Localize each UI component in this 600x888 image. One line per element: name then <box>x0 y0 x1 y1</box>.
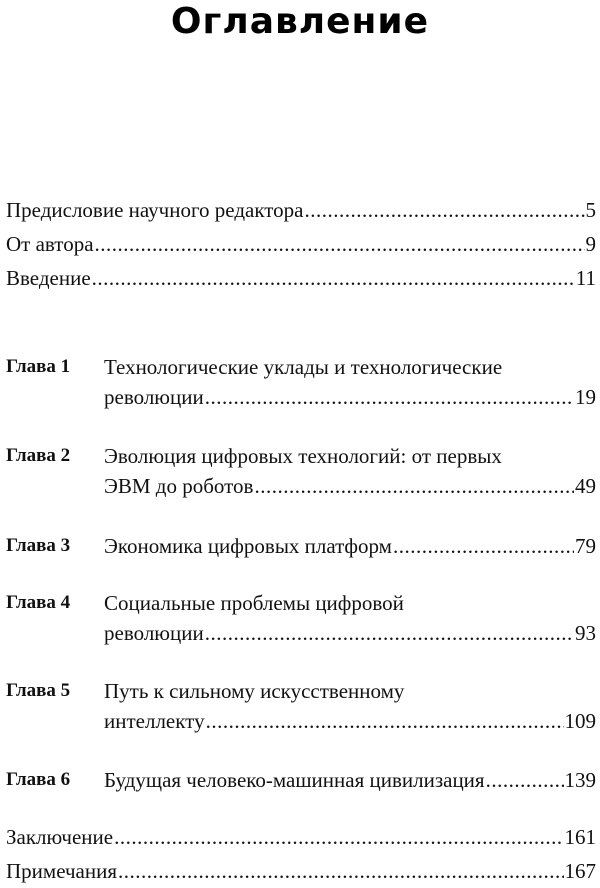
leader-dots <box>118 856 563 886</box>
leader-dots <box>95 229 585 259</box>
leader-dots <box>486 765 564 795</box>
chapter-number: Глава 5 <box>6 680 71 701</box>
toc-page-number: 93 <box>575 621 596 645</box>
toc-page-number: 5 <box>585 198 596 222</box>
toc-entry-conclusion[interactable] <box>6 822 596 852</box>
toc-page-number: 9 <box>585 232 596 256</box>
leader-dots <box>254 471 574 501</box>
toc-page-number: 167 <box>564 859 596 883</box>
toc-entry-label: От автора <box>6 232 94 256</box>
leader-dots <box>206 706 564 736</box>
leader-dots <box>205 618 574 648</box>
toc-entry-label: Заключение <box>6 825 114 849</box>
chapter-title-line: революции <box>104 621 204 645</box>
chapter-title-line: Социальные проблемы цифровой <box>104 591 404 615</box>
leader-dots <box>92 263 575 293</box>
leader-dots <box>205 382 574 412</box>
chapter-title-line: Технологические уклады и технологические <box>104 355 503 379</box>
chapter-title-line: Будущая человеко-машинная цивилизация <box>104 768 485 792</box>
chapter-title-line: ЭВМ до роботов <box>104 474 254 498</box>
toc-page-number: 109 <box>564 709 596 733</box>
chapter-title-line: революции <box>104 385 204 409</box>
toc-entry-author[interactable] <box>6 229 596 259</box>
chapter-title-line: Путь к сильному искусственному <box>104 679 405 703</box>
chapter-number: Глава 3 <box>6 535 71 556</box>
leader-dots <box>393 531 574 561</box>
toc-page-number: 161 <box>564 825 596 849</box>
chapter-title-line: Экономика цифровых платформ <box>104 534 392 558</box>
toc-page-number: 139 <box>564 768 596 792</box>
toc-page-number: 19 <box>575 385 596 409</box>
chapter-number: Глава 6 <box>6 769 71 790</box>
toc-entry-label: Введение <box>6 266 91 290</box>
leader-dots <box>114 822 563 852</box>
toc-page-number: 49 <box>575 474 596 498</box>
leader-dots <box>305 195 585 225</box>
toc-page-number: 79 <box>575 534 596 558</box>
toc-page-number: 11 <box>575 266 596 290</box>
toc-entry-notes[interactable] <box>6 856 596 886</box>
chapter-number: Глава 1 <box>6 356 71 377</box>
toc-entry-introduction[interactable] <box>6 263 596 293</box>
toc-entry-label: Примечания <box>6 859 118 883</box>
chapter-number: Глава 4 <box>6 592 71 613</box>
toc-entry-foreword[interactable] <box>6 195 596 225</box>
toc-entry-label: Предисловие научного редактора <box>6 198 304 222</box>
chapter-number: Глава 2 <box>6 445 71 466</box>
page-title: Оглавление <box>170 1 430 42</box>
chapter-title-line: Эволюция цифровых технологий: от первых <box>104 444 502 468</box>
chapter-title-line: интеллекту <box>104 709 205 733</box>
